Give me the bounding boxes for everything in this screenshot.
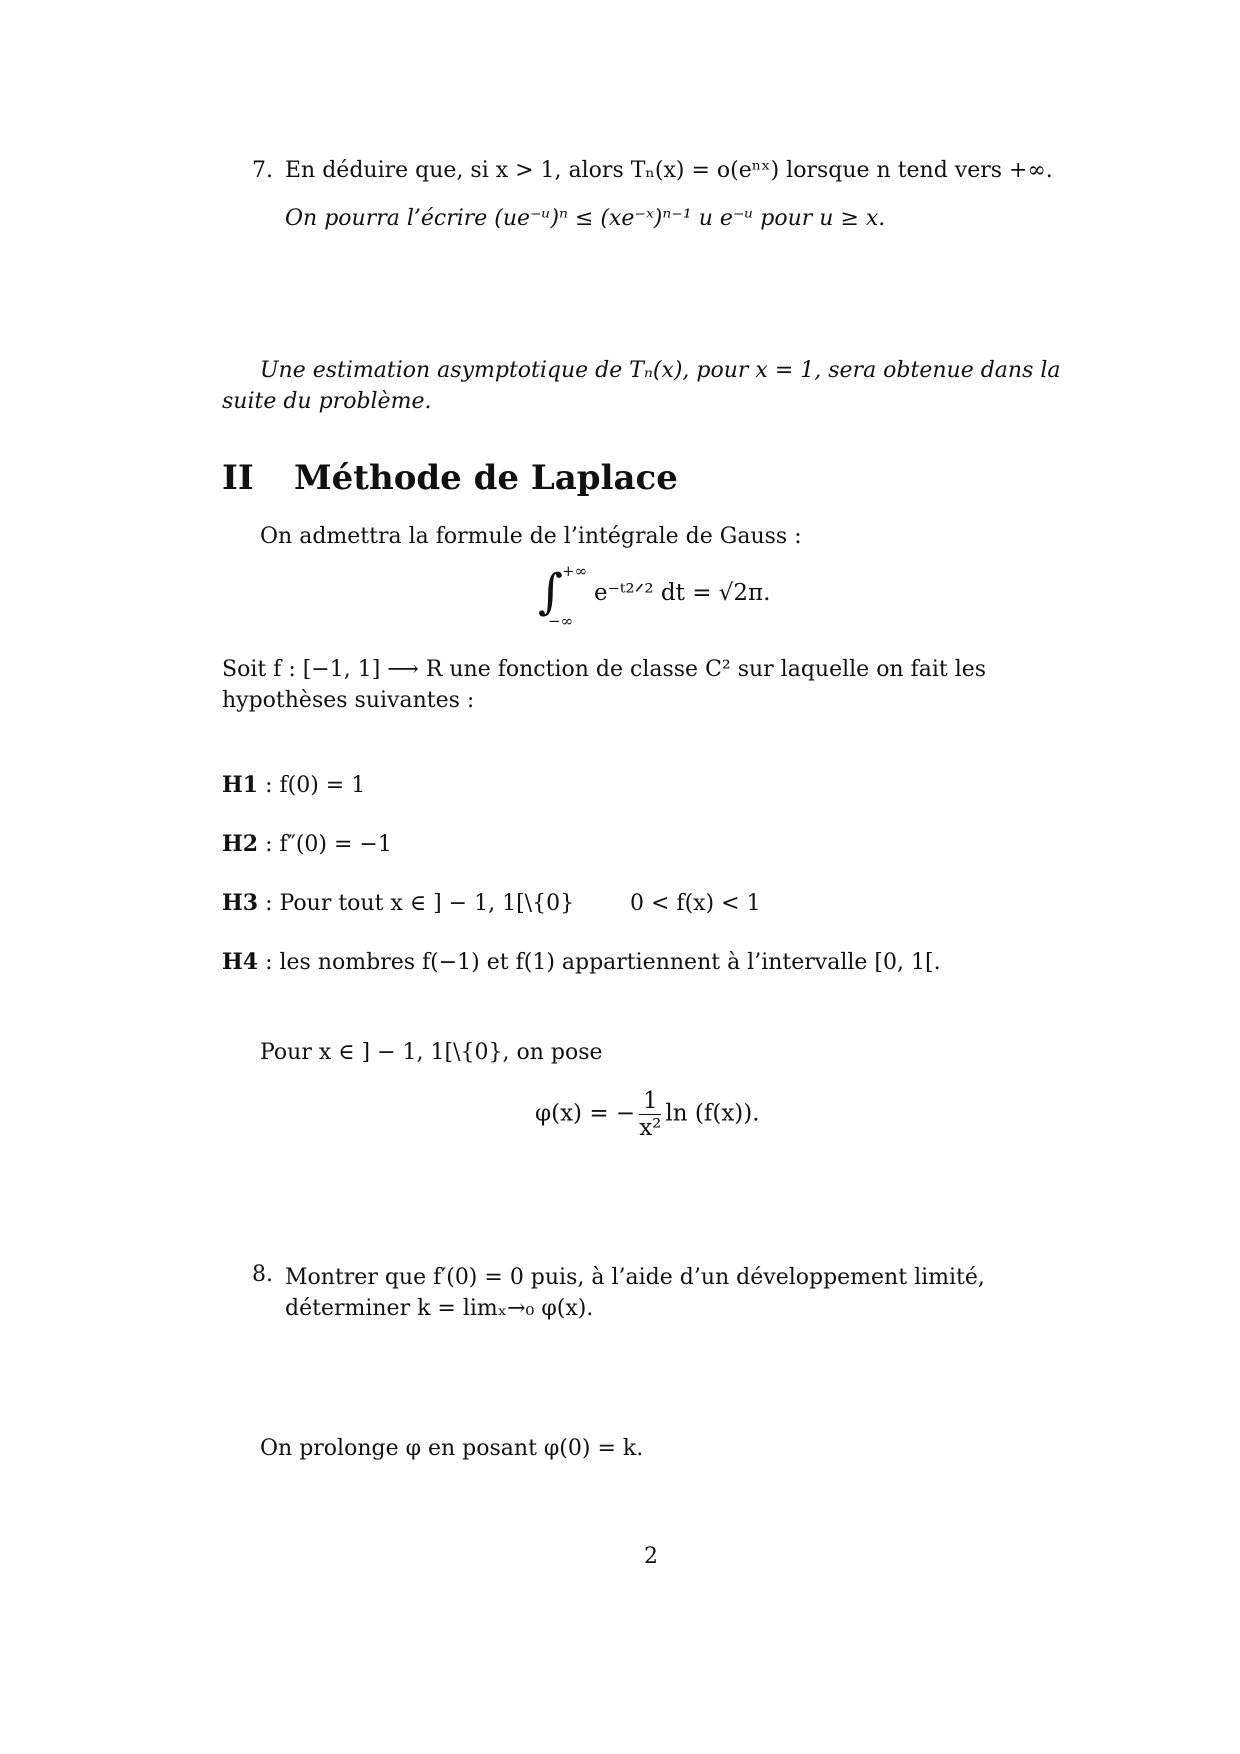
phi-definition-intro: Pour x ∈ ] − 1, 1[\{0}, on pose xyxy=(260,1040,603,1065)
hypothesis-text: : f(0) = 1 xyxy=(258,773,366,798)
section-number: II xyxy=(222,458,254,498)
hypothesis-text: : les nombres f(−1) et f(1) appartiennent à l’intervalle [0, 1[. xyxy=(258,950,941,975)
hypothesis-h1 xyxy=(222,772,365,798)
integral-integrand: e⁻ᵗ²ᐟ² dt = √2π. xyxy=(594,580,771,606)
hypothesis-text: : Pour tout x ∈ ] − 1, 1[\{0} 0 < f(x) < 1 xyxy=(258,891,761,916)
integral-sign-icon: ∫ xyxy=(538,564,564,620)
gauss-intro: On admettra la formule de l’intégrale de Gauss : xyxy=(260,524,802,549)
section-heading xyxy=(222,458,678,498)
question-7 xyxy=(0,0,1240,1)
page-number: 2 xyxy=(644,1544,658,1569)
gauss-integral-formula xyxy=(538,562,778,638)
fraction-denominator: x² xyxy=(639,1115,662,1141)
section-title: Méthode de Laplace xyxy=(294,458,678,498)
fraction-numerator: 1 xyxy=(639,1088,661,1115)
question-7-number: 7. xyxy=(252,158,273,183)
function-definition: Soit f : [−1, 1] ⟶ R une fonction de classe C² sur laquelle on fait les hypothèses suivantes : xyxy=(222,657,987,713)
question-7-hint: On pourra l’écrire (ue⁻ᵘ)ⁿ ≤ (xe⁻ˣ)ⁿ⁻¹ u e⁻ᵘ pour u ≥ x. xyxy=(285,206,886,231)
question-8-text: Montrer que f′(0) = 0 puis, à l’aide d’un développement limité, déterminer k = limₓ→₀ φ(x). xyxy=(285,1265,985,1321)
hypothesis-h3 xyxy=(222,890,761,916)
integral-lower-bound: −∞ xyxy=(548,612,574,630)
hypothesis-text: : f″(0) = −1 xyxy=(258,832,392,857)
phi-lhs: φ(x) = − xyxy=(535,1100,636,1127)
integral-upper-bound: +∞ xyxy=(562,562,588,580)
question-7-text: En déduire que, si x > 1, alors Tₙ(x) = o(eⁿˣ) lorsque n tend vers +∞. xyxy=(285,158,1053,183)
hypothesis-label: H2 xyxy=(222,831,259,857)
hypothesis-label: H4 xyxy=(222,949,259,975)
phi-extension: On prolonge φ en posant φ(0) = k. xyxy=(260,1436,644,1461)
hypothesis-label: H1 xyxy=(222,772,259,798)
question-8-number: 8. xyxy=(252,1262,273,1287)
phi-rhs: ln (f(x)). xyxy=(665,1100,760,1127)
phi-formula xyxy=(535,1088,760,1141)
phi-fraction xyxy=(639,1088,661,1141)
hypothesis-h2 xyxy=(222,831,392,857)
asymptotic-remark: Une estimation asymptotique de Tₙ(x), pour x = 1, sera obtenue dans la suite du problème. xyxy=(222,358,1061,414)
hypothesis-label: H3 xyxy=(222,890,259,916)
hypothesis-h4 xyxy=(222,949,941,975)
